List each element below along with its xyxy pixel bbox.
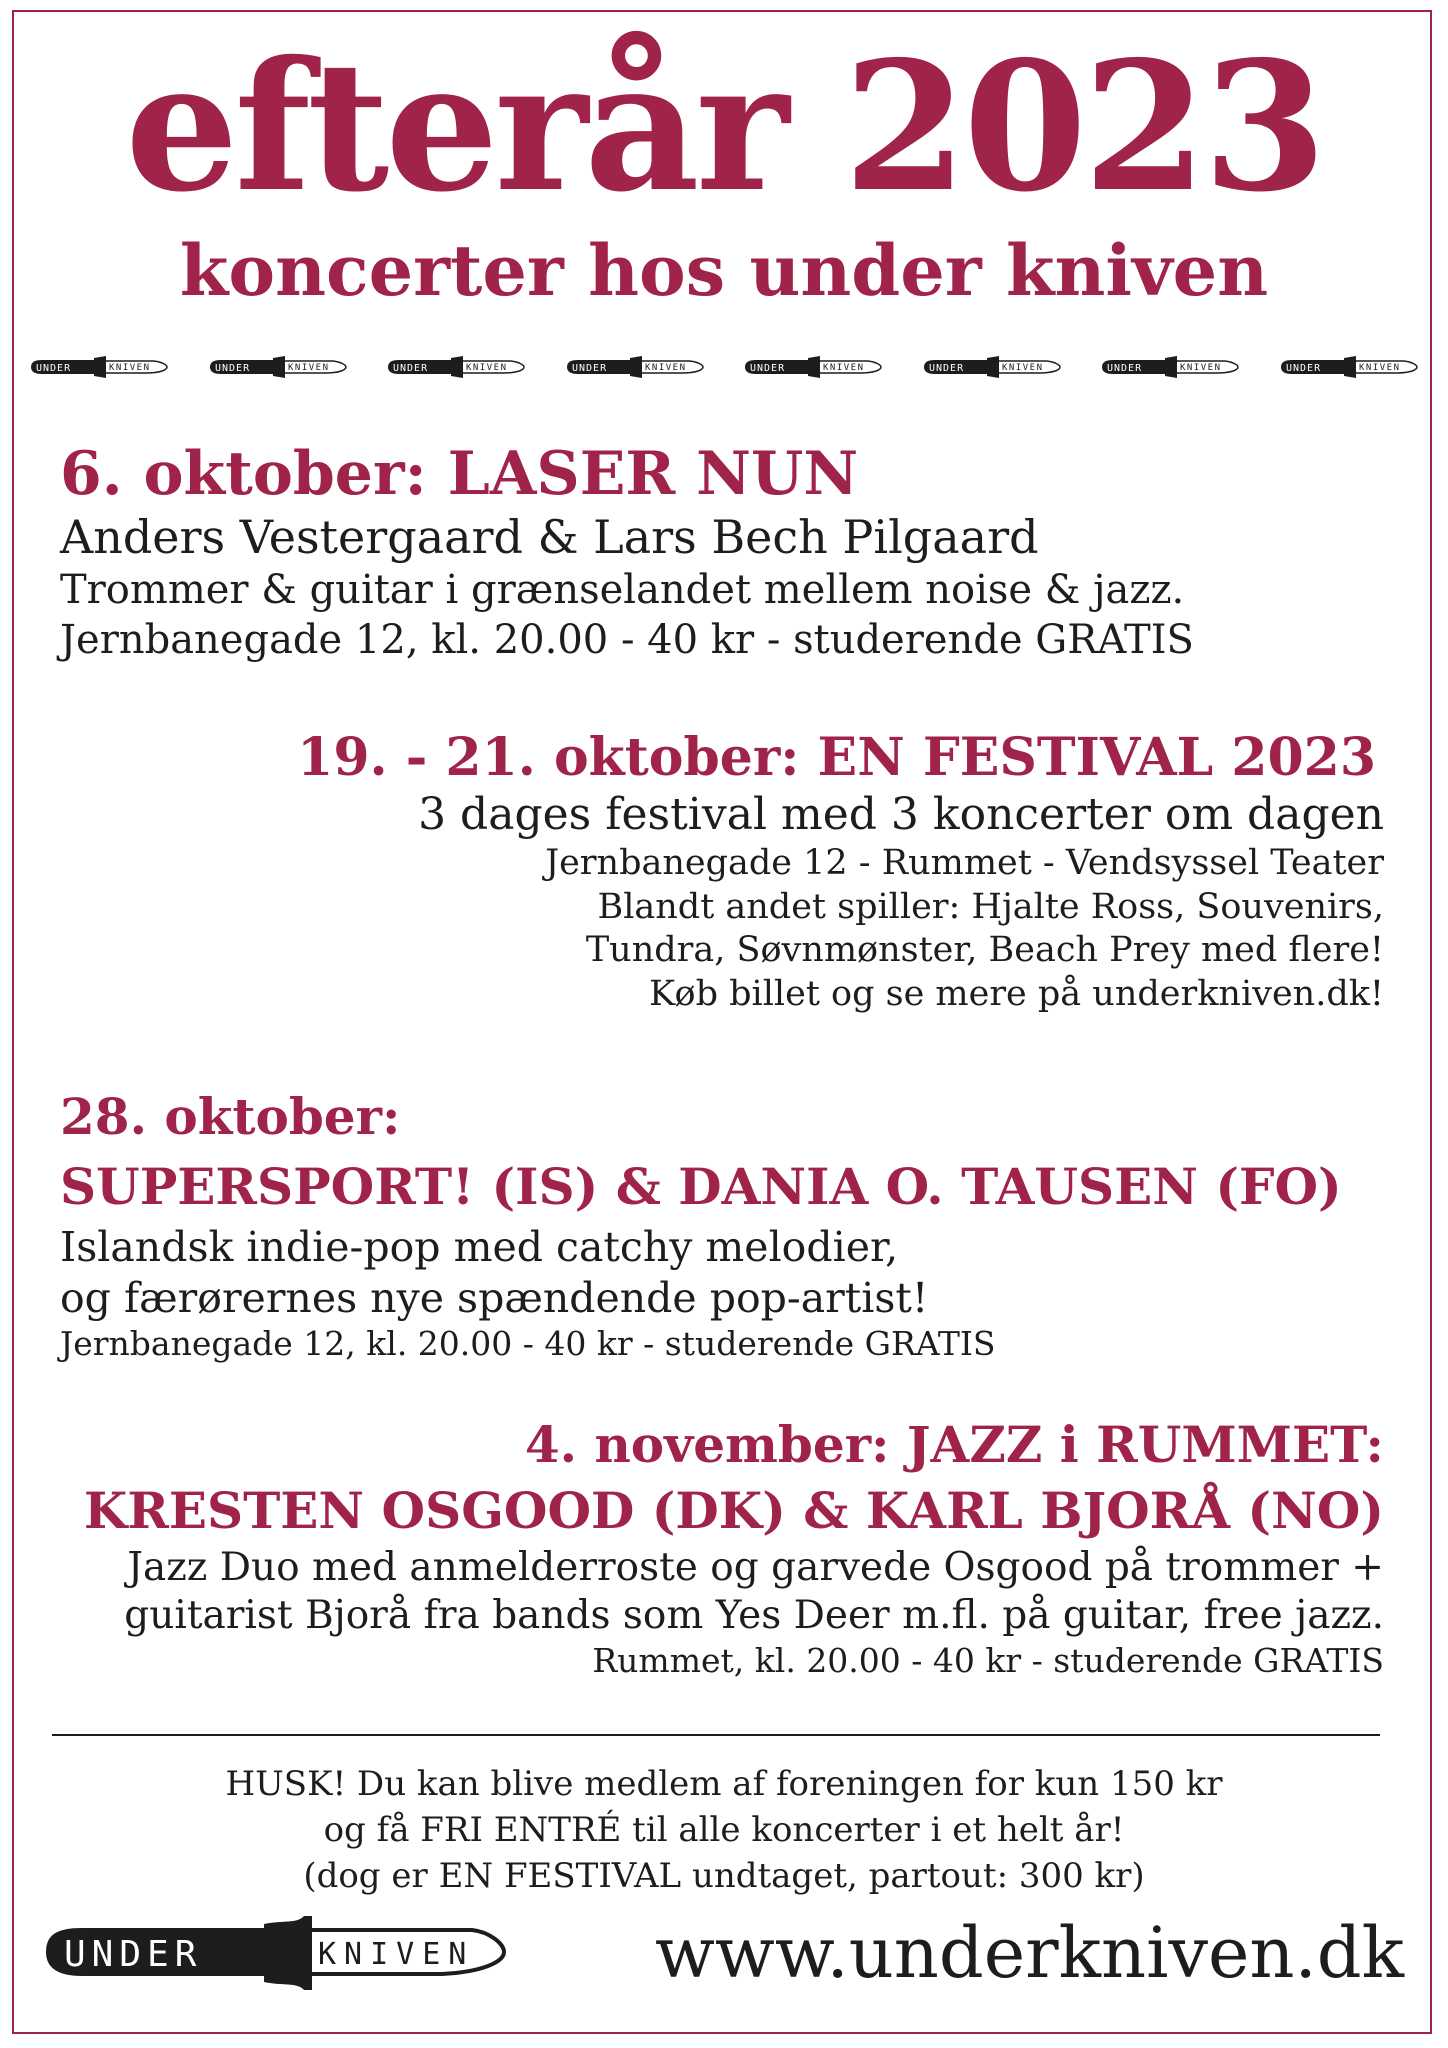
poster-title: efterår 2023: [125, 22, 1323, 231]
event-ticket-info: Køb billet og se mere på underkniven.dk!: [649, 973, 1384, 1014]
event-jazz-i-rummet: [84, 1412, 1384, 1682]
event-description: guitarist Bjorå fra bands som Yes Deer m.fl. på guitar, free jazz.: [124, 1593, 1384, 1639]
event-venue-price: Jernbanegade 12, kl. 20.00 - 40 kr - studerende GRATIS: [60, 616, 1194, 663]
svg-text:KNIVEN: KNIVEN: [466, 363, 508, 373]
svg-text:UNDER: UNDER: [214, 363, 250, 374]
event-heading: KRESTEN OSGOOD (DK) & KARL BJORÅ (NO): [83, 1481, 1384, 1540]
membership-line: HUSK! Du kan blive medlem af foreningen for kun 150 kr: [225, 1764, 1223, 1804]
svg-text:UNDER: UNDER: [1107, 363, 1143, 374]
event-date: 28. oktober:: [60, 1087, 401, 1146]
event-laser-nun: [60, 440, 1194, 665]
website-url[interactable]: www.underkniven.dk: [655, 1912, 1404, 1994]
event-description: og færørernes nye spændende pop-artist!: [60, 1273, 929, 1322]
svg-text:KNIVEN: KNIVEN: [287, 363, 330, 373]
poster-subtitle: koncerter hos under kniven: [179, 229, 1269, 312]
svg-text:KNIVEN: KNIVEN: [1180, 363, 1222, 373]
divider: [52, 1734, 1380, 1736]
mini-logo-icon: [1101, 354, 1241, 380]
event-lineup: Blandt andet spiller: Hjalte Ross, Souvenirs,: [597, 886, 1384, 927]
mini-logo-icon: [209, 354, 349, 380]
event-description: Jazz Duo med anmelderroste og garvede Osgood på trommer +: [127, 1545, 1384, 1590]
mini-logo-icon: [387, 354, 527, 380]
event-en-festival: [297, 728, 1384, 1016]
svg-text:UNDER: UNDER: [36, 363, 72, 374]
svg-text:UNDER: UNDER: [64, 1934, 203, 1975]
svg-text:UNDER: UNDER: [928, 363, 964, 374]
svg-text:UNDER: UNDER: [393, 363, 429, 374]
svg-text:KNIVEN: KNIVEN: [109, 363, 151, 373]
svg-text:KNIVEN: KNIVEN: [318, 1937, 475, 1972]
event-performers: Anders Vestergaard & Lars Bech Pilgaard: [60, 510, 1039, 564]
under-kniven-logo: [42, 1904, 512, 2002]
event-heading: 6. oktober: LASER NUN: [60, 439, 859, 509]
mini-logo-icon: [923, 354, 1063, 380]
membership-line: og få FRI ENTRÉ til alle koncerter i et helt år!: [323, 1809, 1125, 1850]
poster-border: [12, 10, 1432, 2034]
mini-logo-icon: [30, 354, 170, 380]
svg-text:KNIVEN: KNIVEN: [1001, 363, 1044, 373]
event-heading: 19. - 21. oktober: EN FESTIVAL 2023: [297, 727, 1376, 788]
svg-text:UNDER: UNDER: [1285, 363, 1322, 374]
event-lineup: Tundra, Søvnmønster, Beach Prey med flere!: [585, 930, 1384, 971]
event-description: 3 dages festival med 3 koncerter om dagen: [418, 788, 1384, 840]
event-supersport: [60, 1082, 1342, 1365]
svg-text:KNIVEN: KNIVEN: [644, 363, 687, 373]
event-venue-price: Rummet, kl. 20.00 - 40 kr - studerende GRATIS: [592, 1640, 1384, 1680]
event-date: 4. november: JAZZ i RUMMET:: [524, 1415, 1384, 1474]
event-venue-price: Jernbanegade 12, kl. 20.00 - 40 kr - studerende GRATIS: [60, 1323, 996, 1363]
svg-text:KNIVEN: KNIVEN: [823, 363, 865, 373]
membership-line: (dog er EN FESTIVAL undtaget, partout: 300 kr): [303, 1855, 1145, 1896]
logo-strip: [30, 354, 1420, 380]
mini-logo-icon: [1280, 354, 1420, 380]
mini-logo-icon: [566, 354, 706, 380]
event-venues: Jernbanegade 12 - Rummet - Vendsyssel Teater: [545, 843, 1384, 884]
event-heading: SUPERSPORT! (IS) & DANIA O. TAUSEN (FO): [60, 1157, 1342, 1216]
membership-note: [0, 1762, 1448, 1900]
svg-text:KNIVEN: KNIVEN: [1358, 363, 1401, 373]
svg-text:UNDER: UNDER: [571, 363, 607, 374]
svg-text:UNDER: UNDER: [750, 363, 786, 374]
event-description: Islandsk indie-pop med catchy melodier,: [60, 1223, 899, 1271]
mini-logo-icon: [744, 354, 884, 380]
event-description: Trommer & guitar i grænselandet mellem noise & jazz.: [60, 567, 1185, 614]
